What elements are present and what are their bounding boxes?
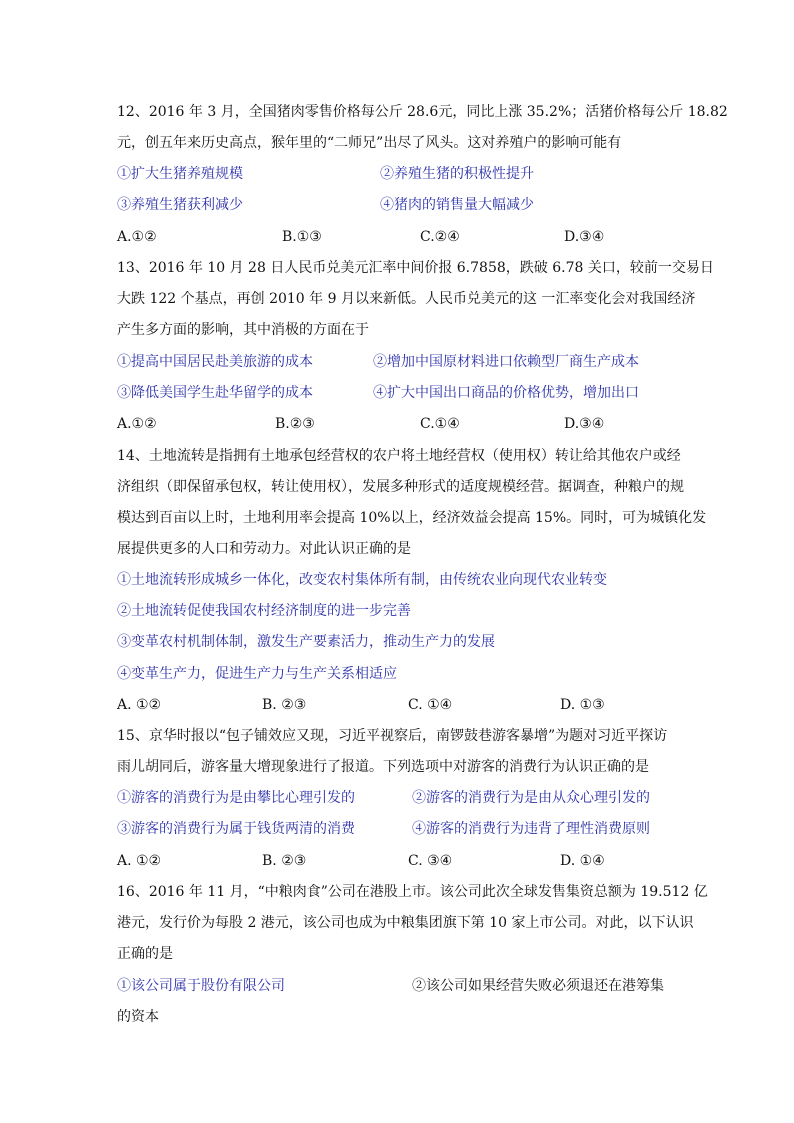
q15-answer-a: A. ①② bbox=[117, 853, 162, 869]
q12-option-3: ③养殖生猪获利减少 bbox=[117, 197, 243, 213]
q16-option-2: ②该公司如果经营失败必须退还在港筹集 bbox=[412, 978, 664, 994]
q15-option-3: ③游客的消费行为属于钱货两清的消费 bbox=[117, 821, 355, 837]
q13-stem-line-3: 产生多方面的影响，其中消极的方面在于 bbox=[117, 322, 369, 338]
q14-answer-d: D. ①③ bbox=[560, 697, 605, 713]
q15-answer-c: C. ③④ bbox=[408, 853, 453, 869]
q12-stem-line-1: 12、2016 年 3 月，全国猪肉零售价格每公斤 28.6元，同比上涨 35.2%；活猪价格每公斤 18.82 bbox=[117, 104, 728, 120]
q16-stem-line-2: 港元，发行价为每股 2 港元，该公司也成为中粮集团旗下第 10 家上市公司。对此，以下认识 bbox=[117, 915, 694, 931]
q13-option-4: ④扩大中国出口商品的价格优势，增加出口 bbox=[373, 385, 639, 401]
q13-answer-b: B.②③ bbox=[275, 416, 315, 432]
q16-stem-line-3: 正确的是 bbox=[117, 946, 173, 962]
q14-answer-a: A. ①② bbox=[117, 697, 162, 713]
q15-stem-line-1: 15、京华时报以“包子铺效应又现，习近平视察后，南锣鼓巷游客暴增”为题对习近平探访 bbox=[117, 728, 668, 744]
q14-answer-c: C. ①④ bbox=[408, 697, 453, 713]
q14-stem-line-2: 济组织（即保留承包权，转让使用权），发展多种形式的适度规模经营。据调查，种粮户的规 bbox=[117, 479, 684, 495]
q13-option-2: ②增加中国原材料进口依赖型厂商生产成本 bbox=[373, 354, 639, 370]
q13-stem-line-2: 大跌 122 个基点，再创 2010 年 9 月以来新低。人民币兑美元的这 一汇率变化会对我国经济 bbox=[117, 291, 696, 307]
q12-option-1: ①扩大生猪养殖规模 bbox=[117, 166, 243, 182]
q15-stem-line-2: 雨儿胡同后，游客量大增现象进行了报道。下列选项中对游客的消费行为认识正确的是 bbox=[117, 759, 649, 775]
q14-option-3: ③变革农村机制体制，激发生产要素活力，推动生产力的发展 bbox=[117, 634, 495, 650]
q12-option-4: ④猪肉的销售量大幅减少 bbox=[380, 197, 534, 213]
q12-answer-c: C.②④ bbox=[420, 229, 460, 245]
q13-answer-d: D.③④ bbox=[564, 416, 605, 432]
q13-answer-a: A.①② bbox=[117, 416, 157, 432]
q14-answer-b: B. ②③ bbox=[262, 697, 307, 713]
q12-stem-line-2: 元，创五年来历史高点，猴年里的“二师兄”出尽了风头。这对养殖户的影响可能有 bbox=[117, 135, 622, 151]
q14-option-1: ①土地流转形成城乡一体化，改变农村集体所有制，由传统农业向现代农业转变 bbox=[117, 572, 607, 588]
q14-stem-line-4: 展提供更多的人口和劳动力。对此认识正确的是 bbox=[117, 541, 411, 557]
q13-answer-c: C.①④ bbox=[420, 416, 460, 432]
q16-option-1: ①该公司属于股份有限公司 bbox=[117, 978, 285, 994]
q16-option-2-continued: 的资本 bbox=[117, 1009, 159, 1025]
q16-stem-line-1: 16、2016 年 11 月，“中粮肉食”公司在港股上市。该公司此次全球发售集资总额为 19.512 亿 bbox=[117, 884, 708, 900]
q15-option-2: ②游客的消费行为是由从众心理引发的 bbox=[412, 790, 650, 806]
q14-stem-line-3: 模达到百亩以上时，土地利用率会提高 10%以上，经济效益会提高 15%。同时，可为城镇化发 bbox=[117, 510, 707, 526]
q13-option-1: ①提高中国居民赴美旅游的成本 bbox=[117, 354, 313, 370]
q14-stem-line-1: 14、土地流转是指拥有土地承包经营权的农户将土地经营权（使用权）转让给其他农户或经 bbox=[117, 448, 681, 464]
q12-answer-b: B.①③ bbox=[282, 229, 322, 245]
q15-option-4: ④游客的消费行为违背了理性消费原则 bbox=[412, 821, 650, 837]
q14-option-4: ④变革生产力，促进生产力与生产关系相适应 bbox=[117, 666, 397, 682]
q13-stem-line-1: 13、2016 年 10 月 28 日人民币兑美元汇率中间价报 6.7858，跌破 6.78 关口，较前一交易日 bbox=[117, 260, 714, 276]
q12-option-2: ②养殖生猪的积极性提升 bbox=[380, 166, 534, 182]
q12-answer-d: D.③④ bbox=[564, 229, 605, 245]
q13-option-3: ③降低美国学生赴华留学的成本 bbox=[117, 385, 313, 401]
q15-option-1: ①游客的消费行为是由攀比心理引发的 bbox=[117, 790, 355, 806]
q15-answer-d: D. ①④ bbox=[560, 853, 605, 869]
q14-option-2: ②土地流转促使我国农村经济制度的进一步完善 bbox=[117, 603, 411, 619]
q15-answer-b: B. ②③ bbox=[262, 853, 307, 869]
q12-answer-a: A.①② bbox=[117, 229, 157, 245]
